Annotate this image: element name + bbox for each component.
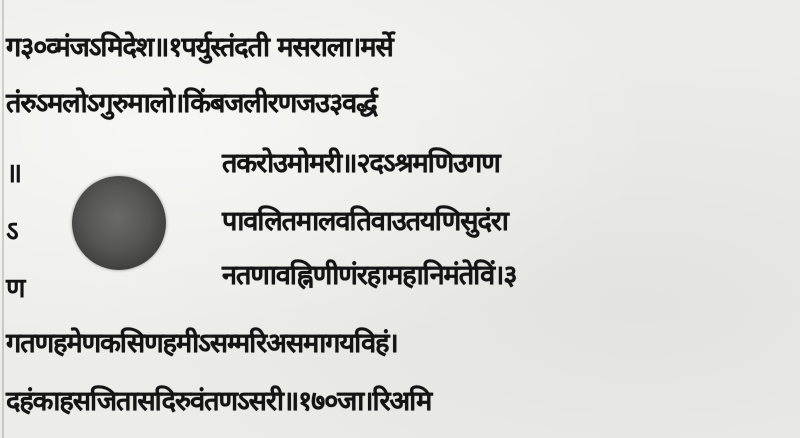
manuscript-line-4: पावलितमालवतिवाउतयणिसुदंरा — [222, 206, 508, 237]
ink-circle-seal — [72, 176, 166, 270]
margin-mark-2: ऽ — [6, 216, 19, 247]
manuscript-line-1: ग३०व्मंजऽमिदेश॥१पर्युस्तंदती मसराला।मर्से — [6, 32, 393, 63]
manuscript-line-7: दहंकाहसजितासदिरुवंतणऽसरी॥१७०जा।रिअमि — [6, 386, 432, 417]
left-margin-rule — [2, 0, 4, 438]
manuscript-line-5: नतणावह्निणीणंरहामहानिमंतेविं।३ — [222, 260, 517, 291]
manuscript-line-6: गतणहमेणकसिणहमीऽसम्मरिअसमागयविहं। — [6, 328, 398, 359]
manuscript-line-2: तंरुऽमलोऽगुरुमालो।किंबजलीरणजउ३वर्द्ध — [6, 88, 377, 119]
margin-mark-3: ण — [6, 273, 26, 304]
margin-mark-1: ॥ — [6, 158, 23, 189]
manuscript-line-3: तकरोउमोमरी॥२दऽश्रमणिउगण — [222, 148, 500, 179]
